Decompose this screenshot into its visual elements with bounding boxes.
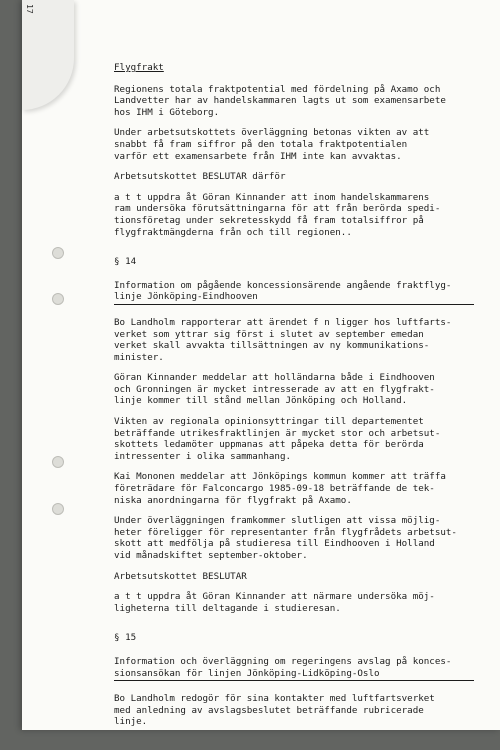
section-number-14: § 14 bbox=[114, 256, 137, 268]
section-title-flygfrakt: Flygfrakt bbox=[114, 62, 164, 73]
punch-hole-2 bbox=[52, 293, 64, 305]
punch-hole-3 bbox=[52, 456, 64, 468]
decision-text: a t t uppdra åt Göran Kinnander att inom handelskammarens ram undersöka förutsättningarna för att från berörda spedi- tionsföretag under sekretesskydd få fram totalsiffror på flygfraktmängderna från och till regionen.. bbox=[114, 191, 441, 238]
paragraph: Bo Landholm rapporterar att ärendet f n ligger hos luftfarts- verket som yttrar sig först i slutet av september emedan verket skall avvakta tillsättningen av ny kommunikations- minister. bbox=[114, 316, 452, 363]
paragraph: Göran Kinnander meddelar att holländarna både i Eindhooven och Gronningen är mycket intresserade av att en flygfrakt- linje kommer till stånd mellan Jönköping och Holland. bbox=[114, 372, 435, 407]
punch-hole-1 bbox=[52, 247, 64, 259]
document-page bbox=[22, 0, 500, 730]
decision-line: Arbetsutskottet BESLUTAR bbox=[114, 570, 247, 582]
section-number-15: § 15 bbox=[114, 632, 137, 644]
document-body bbox=[114, 62, 474, 737]
paragraph: Kai Mononen meddelar att Jönköpings kommun kommer att träffa företrädare för Falconcargo 1985-09-18 beträffande de tek- niska anordningarna för flygfrakt på Axamo. bbox=[114, 471, 446, 506]
paragraph: Vikten av regionala opinionsyttringar till departementet beträffande utrikesfraktlinjen är mycket stor och arbetsut- skottets ledamöter uppmanas att påpeka detta för berörda intressenter i olika sammanhang. bbox=[114, 416, 441, 462]
section-heading-14: Information om pågående koncessionsärende angående fraktflyg- linje Jönköping-Eindhooven bbox=[114, 280, 474, 305]
punch-hole-4 bbox=[52, 503, 64, 515]
decision-line: Arbetsutskottet BESLUTAR därför bbox=[114, 171, 286, 183]
paragraph: Bo Landholm redogör för sina kontakter med luftfartsverket med anledning av avslagsbeslutet beträffande rubricerade linje. bbox=[114, 693, 435, 728]
folded-page-corner bbox=[22, 0, 74, 110]
paragraph: Under överläggningen framkommer slutligen att vissa möjlig- heter föreligger för representanter från flygfrådets arbetsut- skott att medfölja på studieresa till Eindhooven i Holland vid månadskiftet september-oktober. bbox=[114, 515, 457, 561]
paragraph: Regionens totala fraktpotential med fördelning på Axamo och Landvetter har av handelskammaren lagts ut som examensarbete hos IHM i Göteborg. bbox=[114, 83, 446, 118]
decision-text: a t t uppdra åt Göran Kinnander att närmare undersöka möj- ligheterna till deltagande i studieresan. bbox=[114, 591, 435, 614]
paragraph: Under arbetsutskottets överläggning betonas vikten av att snabbt få fram siffror på den totala fraktpotentialen varför ett examensarbete från IHM inte kan avvaktas. bbox=[114, 127, 430, 162]
section-heading-15: Information och överläggning om regeringens avslag på konces- sionsansökan för linjen Jönköping-Lidköping-Oslo bbox=[114, 656, 474, 681]
margin-note: 17 bbox=[25, 4, 34, 14]
